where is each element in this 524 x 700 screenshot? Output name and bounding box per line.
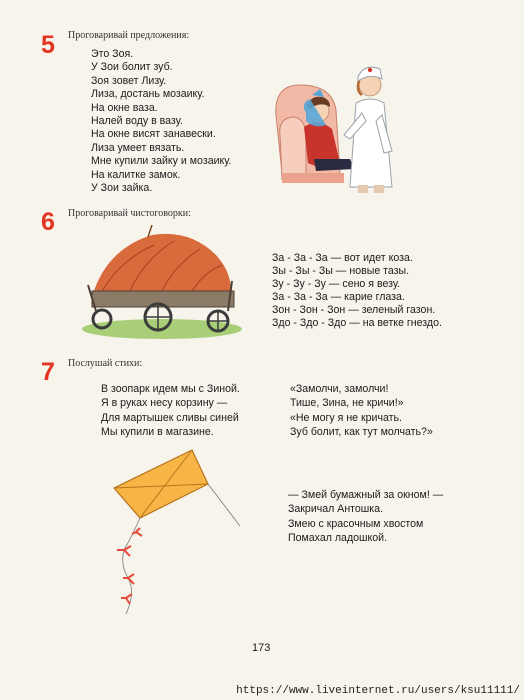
exercise-6-tongue-twisters [272, 252, 442, 330]
sentence-line: У Зои болит зуб. [91, 61, 173, 74]
exercise-5-number: 5 [41, 31, 55, 59]
sentence-line: На окне ваза. [91, 101, 158, 114]
tongue-twister-line: Зы - Зы - Зы — новые тазы. [272, 265, 410, 277]
poem-line: Змею с красочным хвостом [288, 517, 424, 530]
sentence-line: Лиза умеет вязать. [91, 141, 185, 154]
poem-stanza-3 [288, 488, 443, 546]
poem-line: «Не могу я не кричать. [290, 411, 402, 424]
poem-line: Я в руках несу корзину — [101, 397, 228, 410]
exercise-6-number: 6 [41, 208, 55, 236]
sentence-line: На калитке замок. [91, 168, 181, 181]
poem-line: Тише, Зина, не кричи!» [290, 397, 404, 410]
poem-stanza-1 [101, 382, 240, 440]
poem-line: В зоопарк идем мы с Зиной. [101, 383, 240, 395]
tongue-twister-line: Зу - Зу - Зу — сено я везу. [272, 278, 401, 290]
kite-illustration [112, 446, 247, 616]
sentence-line: Лиза, достань мозаику. [91, 88, 205, 101]
sentence-line: На окне висят занавески. [91, 128, 216, 141]
poem-line: Закричал Антошка. [288, 503, 384, 516]
poem-stanza-2 [290, 382, 433, 440]
poem-line: Мы купили в магазине. [101, 426, 214, 439]
tongue-twister-line: За - За - За — вот идет коза. [272, 252, 413, 264]
hay-cart-illustration [78, 225, 246, 343]
watermark-url: https://www.liveinternet.ru/users/ksu11111/ [236, 685, 520, 697]
sentence-line: Мне купили зайку и мозаику. [91, 155, 232, 168]
exercise-6-heading: Проговаривай чистоговорки: [68, 208, 191, 219]
poem-line: Помахал ладошкой. [288, 532, 388, 545]
tongue-twister-line: За - За - За — карие глаза. [272, 291, 405, 303]
sentence-line: Это Зоя. [91, 48, 134, 60]
exercise-5-sentences [91, 48, 231, 195]
doctor-and-girl-illustration [270, 55, 420, 195]
sentence-line: Налей воду в вазу. [91, 114, 183, 127]
poem-line: — Змей бумажный за окном! — [288, 489, 444, 501]
exercise-7-number: 7 [41, 358, 55, 386]
poem-line: Зуб болит, как тут молчать?» [290, 426, 433, 439]
sentence-line: Зоя зовет Лизу. [91, 74, 167, 87]
page-number: 173 [252, 642, 271, 654]
poem-line: Для мартышек сливы синей [101, 411, 239, 424]
exercise-5-heading: Проговаривай предложения: [68, 30, 190, 41]
tongue-twister-line: Зон - Зон - Зон — зеленый газон. [272, 304, 436, 316]
poem-line: «Замолчи, замолчи! [290, 383, 389, 395]
exercise-7-heading: Послушай стихи: [68, 358, 143, 369]
tongue-twister-line: Здо - Здо - Здо — на ветке гнездо. [272, 317, 442, 329]
sentence-line: У Зои зайка. [91, 181, 153, 194]
